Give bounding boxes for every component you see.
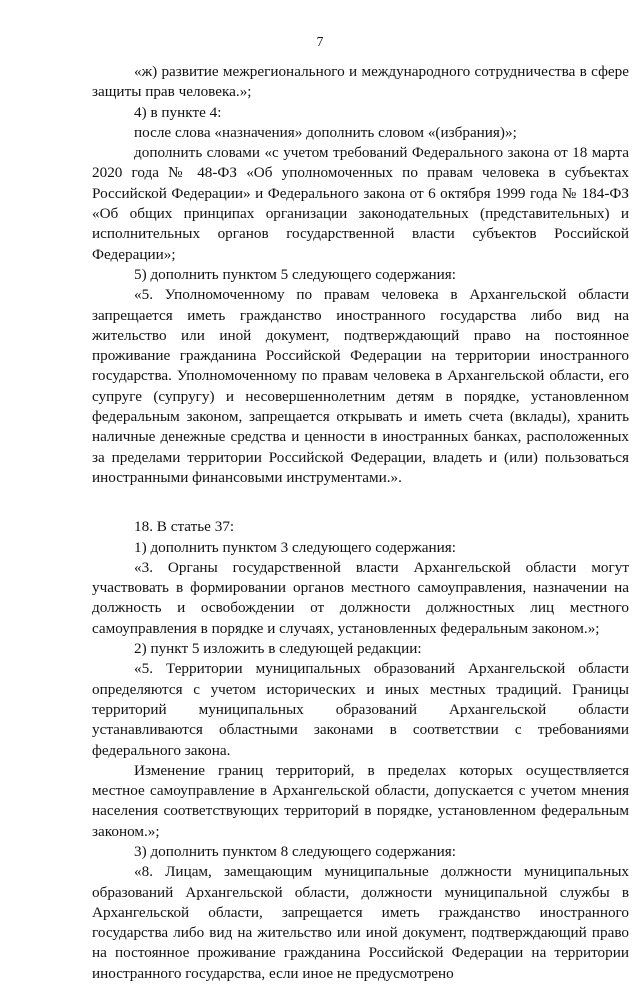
paragraph-point-5-heading: 5) дополнить пунктом 5 следующего содержания:: [134, 265, 456, 283]
paragraph-point-8-text: «8. Лицам, замещающим муниципальные должности муниципальных образований Архангельской области, должности муниципальной службы в Архангельской области, запрещается иметь гражданство иностранного государства либо вид на жительство или иной документ, подтверждающий право на постоянное проживание гражданина Российской Федерации на территории иностранного государства, если иное не предусмотрено: [92, 863, 629, 982]
paragraph-point-5-territories: «5. Территории муниципальных образований Архангельской области определяются с учетом исторических и иных местных традиций. Границы территорий муниципальных образований Архангельской области устанавливаются областными законами в соответствии с требованиями федерального закона.: [92, 660, 629, 759]
paragraph-item-zh-closing: «ж) развитие межрегионального и международного сотрудничества в сфере защиты прав человека.»;: [92, 63, 629, 101]
paragraph-point-3-heading: 1) дополнить пунктом 3 следующего содержания:: [134, 538, 456, 556]
paragraph-point-5-text: «5. Уполномоченному по правам человека в Архангельской области запрещается иметь гражданство иностранного государства либо вид на жительство или иной документ, подтверждающий право на постоянное проживание гражданина Российской Федерации на территории иностранного государства. Уполномоченному по правам человека в Архангельской области, его супруге (супругу) и несовершеннолетним детям в порядке, установленном федеральным законом, запрещается открывать и иметь счета (вклады), хранить наличные денежные средства и ценности в иностранных банках, расположенных за пределами территории Российской Федерации, владеть и (или) пользоваться иностранными финансовыми инструментами.».: [92, 286, 629, 486]
paragraph-add-words-federal-laws: дополнить словами «с учетом требований Федерального закона от 18 марта 2020 года № 48-ФЗ «Об уполномоченных по правам человека в субъектах Российской Федерации» и Федерального закона от 6 октября 1999 года № 184-ФЗ «Об общих принципах организации законодательных (представительных) и исполнительных органов государственной власти субъектов Российской Федерации»;: [92, 144, 629, 263]
paragraph-add-word-election: после слова «назначения» дополнить словом «(избрания)»;: [134, 123, 517, 141]
paragraph-point-3-text: «3. Органы государственной власти Архангельской области могут участвовать в формировании органов местного самоуправления, назначении на должность и освобождении от должности должностных лиц местного самоуправления в порядке и случаях, установленных федеральным законом.»;: [92, 558, 629, 637]
paragraph-point-5-redaction-heading: 2) пункт 5 изложить в следующей редакции:: [134, 640, 422, 658]
paragraph-article-37-heading: 18. В статье 37:: [134, 518, 235, 536]
paragraph-point-8-heading: 3) дополнить пунктом 8 следующего содержания:: [134, 842, 456, 860]
section-gap: [92, 488, 629, 517]
paragraph-boundary-change: Изменение границ территорий, в пределах которых осуществляется местное самоуправление в Архангельской области, допускается с учетом мнения населения соответствующих территорий в порядке, установленном федеральным законом.»;: [92, 761, 629, 840]
paragraph-point-4-heading: 4) в пункте 4:: [134, 103, 222, 121]
page-number: 7: [316, 34, 324, 49]
document-body: [92, 62, 629, 984]
